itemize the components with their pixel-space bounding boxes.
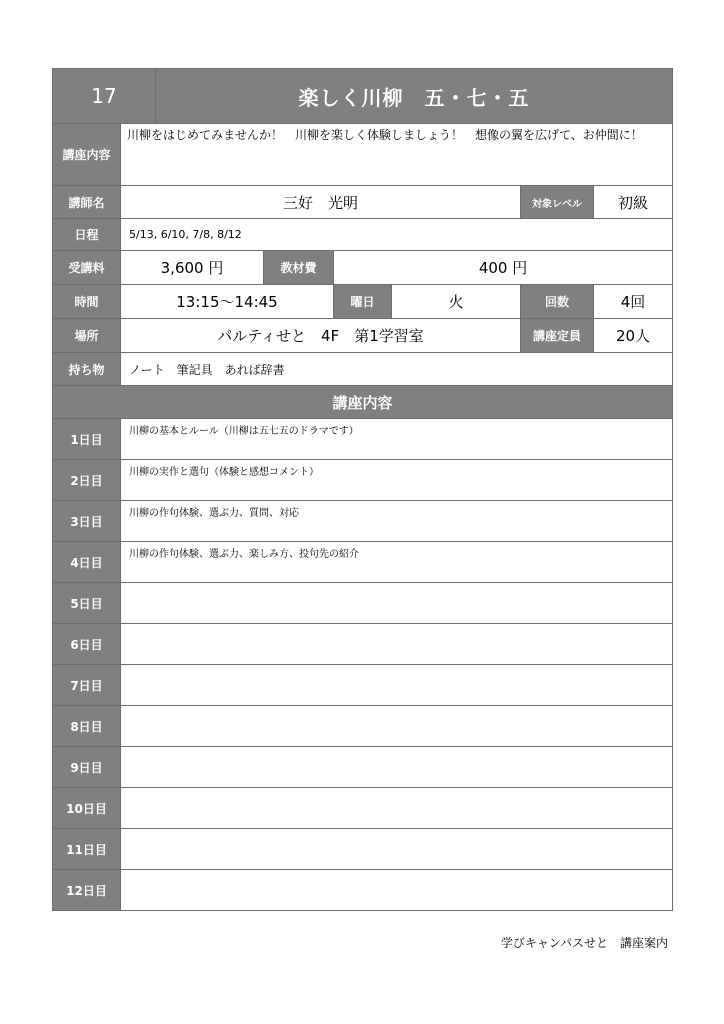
- day-label: 12日目: [53, 870, 121, 911]
- intro-text: 川柳をはじめてみませんか！ 川柳を楽しく体験しましょう！ 想像の翼を広げて、お仲間に！: [121, 124, 673, 186]
- day-content: 川柳の作句体験、選ぶ力、質問、対応: [121, 501, 673, 542]
- day-label: 7日目: [53, 665, 121, 706]
- day-row: [53, 583, 673, 624]
- weekday-label: 曜日: [334, 285, 392, 319]
- instructor-label: 講師名: [53, 186, 121, 219]
- day-row: [53, 788, 673, 829]
- material-label: 教材費: [264, 251, 334, 285]
- day-content: [121, 583, 673, 624]
- day-label: 2日目: [53, 460, 121, 501]
- level-value: 初級: [594, 186, 673, 219]
- capacity-label: 講座定員: [521, 319, 594, 353]
- day-label: 5日目: [53, 583, 121, 624]
- day-label: 11日目: [53, 829, 121, 870]
- day-content: 川柳の作句体験、選ぶ力、楽しみ方、投句先の紹介: [121, 542, 673, 583]
- day-content: [121, 829, 673, 870]
- course-sheet: [52, 68, 672, 911]
- day-content: 川柳の実作と選句（体験と感想コメント）: [121, 460, 673, 501]
- day-content: [121, 870, 673, 911]
- day-label: 4日目: [53, 542, 121, 583]
- fee-value: 3,600 円: [121, 251, 264, 285]
- day-label: 1日目: [53, 419, 121, 460]
- course-title: 楽しく川柳 五・七・五: [156, 69, 673, 124]
- course-number: 17: [53, 69, 156, 124]
- capacity-value: 20人: [594, 319, 673, 353]
- day-content: [121, 788, 673, 829]
- day-label: 6日目: [53, 624, 121, 665]
- belongings-value: ノート 筆記具 あれば辞書: [121, 353, 673, 386]
- belongings-label: 持ち物: [53, 353, 121, 386]
- day-content: [121, 624, 673, 665]
- day-row: [53, 460, 673, 501]
- day-row: [53, 542, 673, 583]
- intro-label: 講座内容: [53, 124, 121, 186]
- day-row: [53, 501, 673, 542]
- fee-label: 受講料: [53, 251, 121, 285]
- course-table: [52, 68, 673, 911]
- day-row: [53, 665, 673, 706]
- count-value: 4回: [594, 285, 673, 319]
- footer-text: 学びキャンパスせと 講座案内: [500, 936, 668, 950]
- instructor-value: 三好 光明: [121, 186, 521, 219]
- day-row: [53, 829, 673, 870]
- time-label: 時間: [53, 285, 121, 319]
- day-label: 3日目: [53, 501, 121, 542]
- day-content: [121, 747, 673, 788]
- time-value: 13:15～14:45: [121, 285, 334, 319]
- place-value: パルティせと 4F 第1学習室: [121, 319, 521, 353]
- place-label: 場所: [53, 319, 121, 353]
- day-row: [53, 624, 673, 665]
- day-label: 8日目: [53, 706, 121, 747]
- count-label: 回数: [521, 285, 594, 319]
- day-row: [53, 419, 673, 460]
- schedule-value: 5/13, 6/10, 7/8, 8/12: [121, 219, 673, 251]
- day-label: 9日目: [53, 747, 121, 788]
- day-row: [53, 870, 673, 911]
- contents-heading: 講座内容: [53, 386, 673, 419]
- day-content: [121, 706, 673, 747]
- day-content: 川柳の基本とルール（川柳は五七五のドラマです）: [121, 419, 673, 460]
- day-row: [53, 747, 673, 788]
- level-label: 対象レベル: [521, 186, 594, 219]
- day-row: [53, 706, 673, 747]
- material-value: 400 円: [334, 251, 673, 285]
- schedule-label: 日程: [53, 219, 121, 251]
- day-label: 10日目: [53, 788, 121, 829]
- day-content: [121, 665, 673, 706]
- weekday-value: 火: [392, 285, 521, 319]
